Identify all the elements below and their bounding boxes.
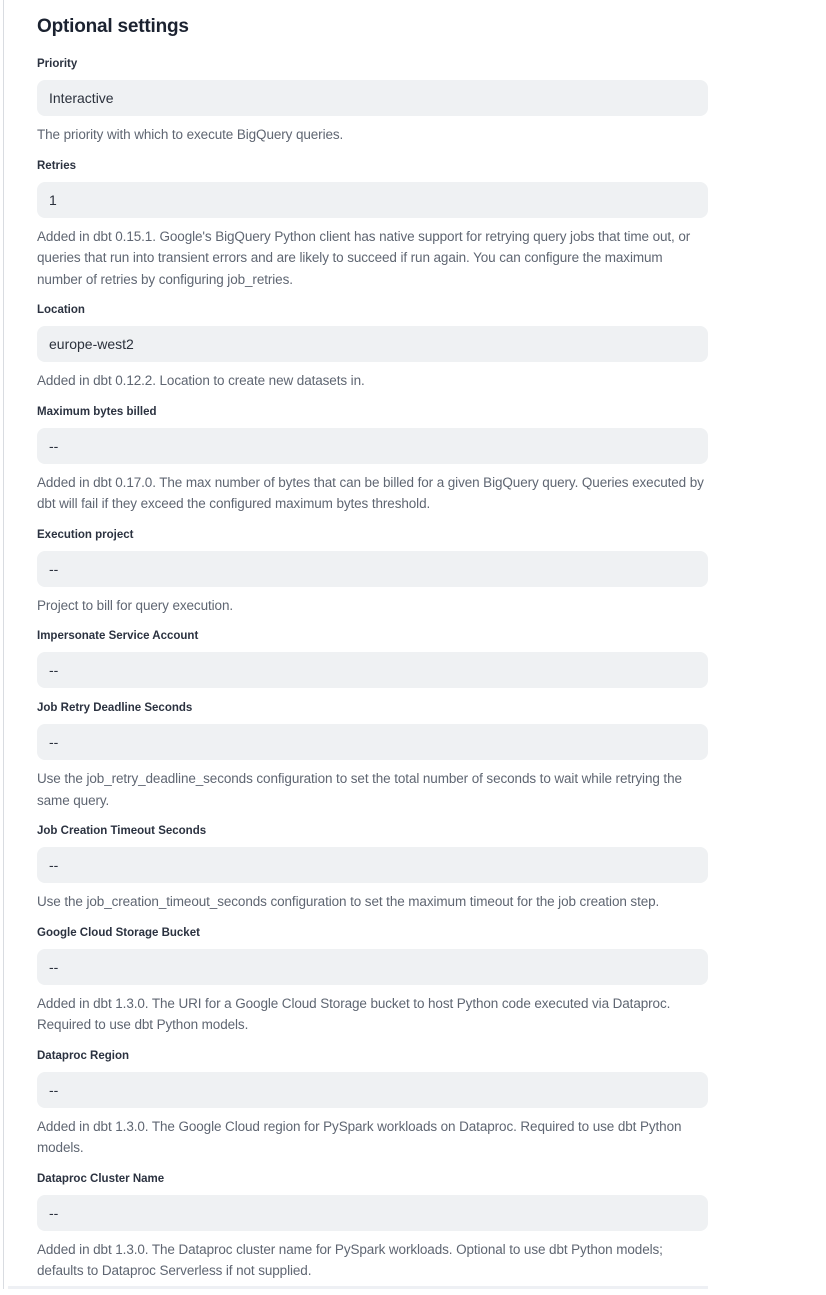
job-retry-deadline-seconds-field xyxy=(37,701,708,811)
dataproc-region-input[interactable] xyxy=(37,1072,708,1108)
job-creation-timeout-seconds-field xyxy=(37,824,708,913)
retries-input[interactable] xyxy=(37,182,708,218)
execution-project-label: Execution project xyxy=(37,528,134,541)
priority-label: Priority xyxy=(37,58,78,70)
google-cloud-storage-bucket-label: Google Cloud Storage Bucket xyxy=(37,926,200,939)
retries-field xyxy=(37,159,708,291)
retries-help-text: Added in dbt 0.15.1. Google's BigQuery Python client has native support for retrying query jobs that time out, or queries that run into transient errors and are likely to succeed if run again. You can configure the maximum number of retries by configuring job_retries. xyxy=(37,228,691,287)
impersonate-service-account-field xyxy=(37,629,708,688)
job-creation-timeout-seconds-input[interactable] xyxy=(37,847,708,883)
job-retry-deadline-seconds-help-text: Use the job_retry_deadline_seconds configuration to set the total number of seconds to wait while retrying the same query. xyxy=(37,771,682,808)
dataproc-cluster-name-input[interactable] xyxy=(37,1195,708,1231)
dataproc-region-label: Dataproc Region xyxy=(37,1049,130,1062)
impersonate-service-account-label: Impersonate Service Account xyxy=(37,630,199,642)
google-cloud-storage-bucket-input[interactable] xyxy=(37,949,708,985)
location-help-text: Added in dbt 0.12.2. Location to create new datasets in. xyxy=(37,373,365,388)
page-title: Optional settings xyxy=(37,16,189,37)
dataproc-cluster-name-help-text: Added in dbt 1.3.0. The Dataproc cluster name for PySpark workloads. Optional to use dbt Python models; defaults to Dataproc Serverless if not supplied. xyxy=(37,1241,663,1278)
execution-project-field xyxy=(37,528,708,617)
location-label: Location xyxy=(37,304,85,316)
dataproc-region-help-text: Added in dbt 1.3.0. The Google Cloud region for PySpark workloads on Dataproc. Required to use dbt Python models. xyxy=(37,1118,682,1155)
execution-project-input[interactable] xyxy=(37,551,708,587)
job-creation-timeout-seconds-label: Job Creation Timeout Seconds xyxy=(37,825,207,837)
google-cloud-storage-bucket-field xyxy=(37,926,708,1036)
job-retry-deadline-seconds-input[interactable] xyxy=(37,724,708,760)
priority-field xyxy=(37,57,708,146)
dataproc-cluster-name-field xyxy=(37,1172,708,1282)
location-field xyxy=(37,303,708,392)
dataproc-region-field xyxy=(37,1049,708,1159)
optional-settings-panel xyxy=(37,14,708,1295)
google-cloud-storage-bucket-help-text: Added in dbt 1.3.0. The URI for a Google Cloud Storage bucket to host Python code executed via Dataproc. Required to use dbt Python models. xyxy=(37,995,671,1032)
priority-input[interactable] xyxy=(37,80,708,116)
job-retry-deadline-seconds-label: Job Retry Deadline Seconds xyxy=(37,702,193,714)
maximum-bytes-billed-field xyxy=(37,405,708,515)
job-creation-timeout-seconds-help-text: Use the job_creation_timeout_seconds configuration to set the maximum timeout for the job creation step. xyxy=(37,894,660,909)
maximum-bytes-billed-input[interactable] xyxy=(37,428,708,464)
panel-left-divider xyxy=(3,0,4,1289)
maximum-bytes-billed-label: Maximum bytes billed xyxy=(37,405,157,418)
location-input[interactable] xyxy=(37,326,708,362)
dataproc-cluster-name-label: Dataproc Cluster Name xyxy=(37,1172,165,1185)
maximum-bytes-billed-help-text: Added in dbt 0.17.0. The max number of bytes that can be billed for a given BigQuery query. Queries executed by dbt will fail if they exceed the configured maximum bytes threshold. xyxy=(37,474,704,511)
execution-project-help-text: Project to bill for query execution. xyxy=(37,597,233,613)
retries-label: Retries xyxy=(37,159,76,172)
priority-help-text: The priority with which to execute BigQuery queries. xyxy=(37,127,344,142)
impersonate-service-account-input[interactable] xyxy=(37,652,708,688)
